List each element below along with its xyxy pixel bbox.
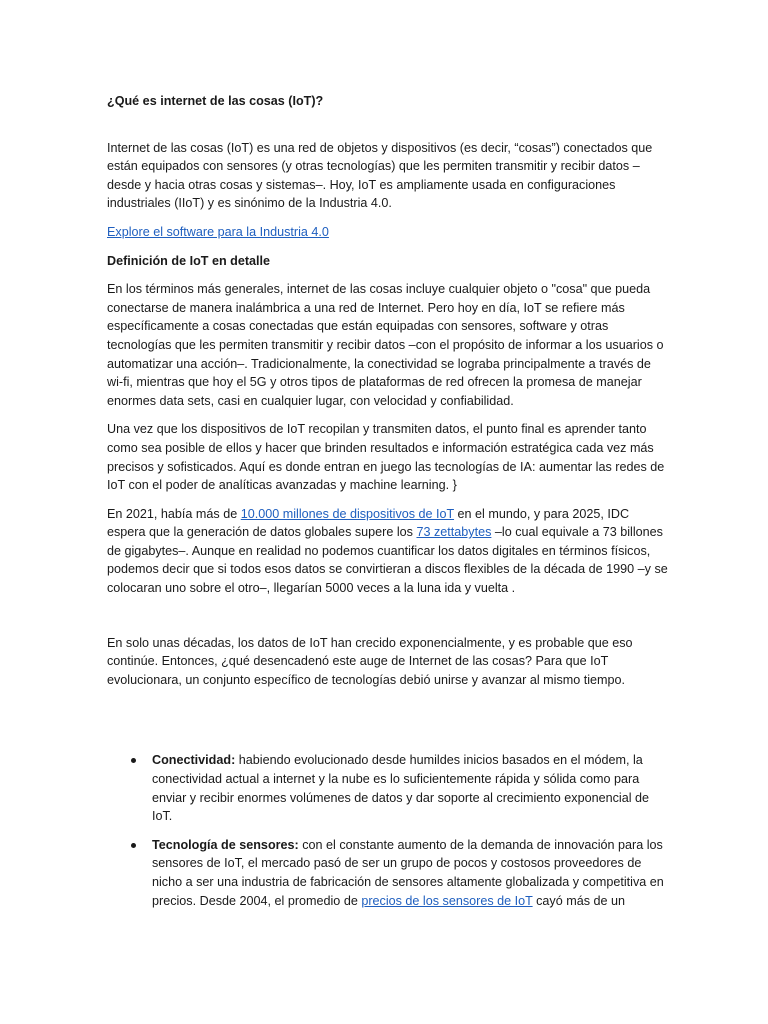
bullet-term: Conectividad:	[152, 753, 236, 768]
bullet-text: habiendo evolucionado desde humildes inicios basados en el módem, la conectividad actual a internet y la nube es lo suficientemente rápida y sólida como para enviar y recibir enormes volúmenes de datos y dar soporte al crecimiento exponencial de IoT.	[152, 753, 650, 824]
bullet-term: Tecnología de sensores:	[152, 837, 299, 852]
growth-paragraph: En solo unas décadas, los datos de IoT han crecido exponencialmente, y es probable que eso continúe. Entonces, ¿qué desencadenó este auge de Internet de las cosas? Para que IoT evolucionara, un conjunto específico de tecnologías debió unirse y avanzar al mismo tiempo.	[107, 635, 633, 687]
explore-link-line	[107, 223, 668, 242]
definition-paragraph-2: Una vez que los dispositivos de IoT recopilan y transmiten datos, el punto final es aprender tanto como sea posible de ellos y hacer que brinden resultados e información estratégica cada vez más precisos y sofisticados. Aquí es donde entran en juego las tecnologías de IA: aumentar las redes de IoT con el poder de analíticas avanzadas y machine learning. }	[107, 422, 665, 493]
statistics-paragraph	[107, 505, 668, 598]
zettabytes-link[interactable]: 73 zettabytes	[416, 525, 492, 540]
technology-bullet-list	[107, 751, 668, 910]
list-item	[152, 836, 668, 910]
sensor-prices-link[interactable]: precios de los sensores de IoT	[361, 893, 533, 908]
stats-text-1: En 2021, había más de	[107, 506, 241, 521]
stats-text-3: –lo cual equivale a 73 billones de gigabytes–. Aunque en realidad no podemos cuantificar los datos digitales en términos físicos, podemos decir que si todos esos datos se convirtieran a discos flexibles de la década de 1990 –y se colocaran uno sobre el otro–, llegarían 5000 veces a la luna ida y vuelta .	[107, 525, 668, 596]
definition-paragraph-1: En los términos más generales, internet de las cosas incluye cualquier objeto o "cosa" que pueda conectarse de manera inalámbrica a una red de Internet. Pero hoy en día, IoT se refiere más específicamente a cosas conectadas que están equipadas con sensores, software y otras tecnologías que les permiten transmitir y recibir datos –con el propósito de informar a los usuarios o automatizar una acción–. Tradicionalmente, la conectividad se lograba principalmente a través de wi-fi, mientras que hoy el 5G y otros tipos de plataformas de red ofrecen la promesa de manejar enormes data sets, casi en cualquier lugar, con velocidad y confiabilidad.	[107, 282, 664, 408]
definition-heading: Definición de IoT en detalle	[107, 253, 271, 268]
iot-devices-link[interactable]: 10.000 millones de dispositivos de IoT	[240, 506, 455, 521]
bullet-text: con el constante aumento de la demanda de innovación para los sensores de IoT, el mercado pasó de ser un grupo de pocos y costosos proveedores de nicho a ser una industria de fabricación de sensores altamente globalizada y competitiva en precios. Desde 2004, el promedio de	[152, 837, 664, 908]
page-title: ¿Qué es internet de las cosas (IoT)?	[107, 94, 324, 108]
list-item	[152, 751, 668, 825]
bullet-icon	[131, 758, 136, 763]
stats-text-2: en el mundo, y para 2025, IDC espera que la generación de datos globales supere los	[107, 506, 630, 540]
intro-paragraph: Internet de las cosas (IoT) es una red de objetos y dispositivos (es decir, “cosas”) conectados que están equipados con sensores (y otras tecnologías) que les permiten transmitir y recibir datos –desde y hacia otras cosas y sistemas–. Hoy, IoT es ampliamente usada en configuraciones industriales (IIoT) y es sinónimo de la Industria 4.0.	[107, 140, 653, 211]
explore-software-link[interactable]: Explore el software para la Industria 4.0	[107, 224, 329, 239]
bullet-text-tail: cayó más de un	[532, 893, 626, 908]
bullet-icon	[131, 843, 136, 848]
